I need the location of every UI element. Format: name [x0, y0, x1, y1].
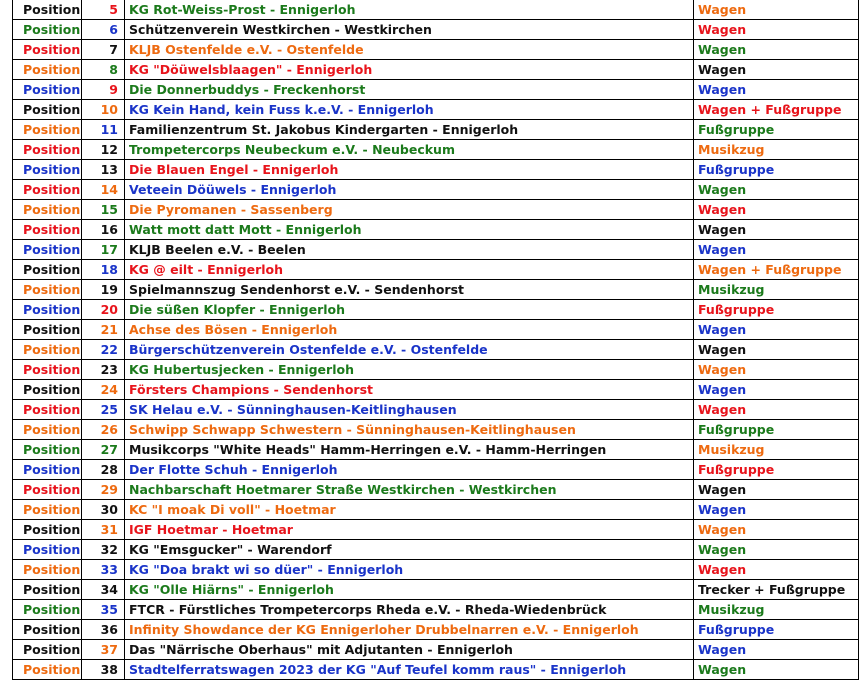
position-label: Position — [13, 320, 82, 340]
position-number: 6 — [82, 20, 125, 40]
table-row — [13, 560, 859, 580]
position-label: Position — [13, 440, 82, 460]
table-row — [13, 40, 859, 60]
participant-type: Wagen — [694, 0, 859, 20]
position-number: 24 — [82, 380, 125, 400]
position-number: 7 — [82, 40, 125, 60]
table-row — [13, 80, 859, 100]
position-label: Position — [13, 400, 82, 420]
table-row — [13, 520, 859, 540]
participant-name: KG "Emsgucker" - Warendorf — [125, 540, 694, 560]
participant-type: Wagen — [694, 20, 859, 40]
position-label: Position — [13, 620, 82, 640]
participant-type: Wagen — [694, 200, 859, 220]
table-row — [13, 220, 859, 240]
participant-name: KLJB Ostenfelde e.V. - Ostenfelde — [125, 40, 694, 60]
participant-name: Der Flotte Schuh - Ennigerloh — [125, 460, 694, 480]
position-number: 27 — [82, 440, 125, 460]
position-label: Position — [13, 160, 82, 180]
participant-name: Die Pyromanen - Sassenberg — [125, 200, 694, 220]
participant-name: IGF Hoetmar - Hoetmar — [125, 520, 694, 540]
table-row — [13, 480, 859, 500]
participant-type: Fußgruppe — [694, 620, 859, 640]
position-number: 10 — [82, 100, 125, 120]
table-row — [13, 280, 859, 300]
position-label: Position — [13, 600, 82, 620]
table-row — [13, 320, 859, 340]
position-label: Position — [13, 360, 82, 380]
position-number: 29 — [82, 480, 125, 500]
position-number: 26 — [82, 420, 125, 440]
participant-name: SK Helau e.V. - Sünninghausen-Keitlinghausen — [125, 400, 694, 420]
participant-name: KG Rot-Weiss-Prost - Ennigerloh — [125, 0, 694, 20]
table-row — [13, 440, 859, 460]
table-row — [13, 500, 859, 520]
position-number: 36 — [82, 620, 125, 640]
table-row — [13, 260, 859, 280]
position-number: 9 — [82, 80, 125, 100]
position-label: Position — [13, 460, 82, 480]
participant-name: Nachbarschaft Hoetmarer Straße Westkirchen - Westkirchen — [125, 480, 694, 500]
participant-type: Wagen — [694, 180, 859, 200]
participant-type: Wagen — [694, 240, 859, 260]
position-label: Position — [13, 120, 82, 140]
position-label: Position — [13, 480, 82, 500]
position-label: Position — [13, 280, 82, 300]
participant-name: Stadtelferratswagen 2023 der KG "Auf Teufel komm raus" - Ennigerloh — [125, 660, 694, 680]
table-row — [13, 20, 859, 40]
position-number: 31 — [82, 520, 125, 540]
position-label: Position — [13, 0, 82, 20]
position-number: 38 — [82, 660, 125, 680]
position-number: 12 — [82, 140, 125, 160]
position-number: 15 — [82, 200, 125, 220]
position-number: 35 — [82, 600, 125, 620]
table-row — [13, 460, 859, 480]
position-number: 14 — [82, 180, 125, 200]
participant-name: Achse des Bösen - Ennigerloh — [125, 320, 694, 340]
table-row — [13, 340, 859, 360]
position-label: Position — [13, 500, 82, 520]
participant-name: KG "Olle Hiärns" - Ennigerloh — [125, 580, 694, 600]
participant-type: Musikzug — [694, 440, 859, 460]
table-row — [13, 380, 859, 400]
position-number: 34 — [82, 580, 125, 600]
position-label: Position — [13, 260, 82, 280]
position-number: 16 — [82, 220, 125, 240]
table-row — [13, 240, 859, 260]
table-row — [13, 100, 859, 120]
participant-name: Die süßen Klopfer - Ennigerloh — [125, 300, 694, 320]
position-label: Position — [13, 200, 82, 220]
participant-type: Wagen — [694, 400, 859, 420]
participant-type: Wagen — [694, 560, 859, 580]
table-row — [13, 360, 859, 380]
position-number: 25 — [82, 400, 125, 420]
table-row — [13, 120, 859, 140]
participant-name: Die Blauen Engel - Ennigerloh — [125, 160, 694, 180]
table-row — [13, 60, 859, 80]
table-row — [13, 620, 859, 640]
position-number: 37 — [82, 640, 125, 660]
position-label: Position — [13, 180, 82, 200]
table-row — [13, 160, 859, 180]
participant-type: Wagen — [694, 480, 859, 500]
participant-type: Fußgruppe — [694, 460, 859, 480]
participant-type: Musikzug — [694, 280, 859, 300]
position-number: 17 — [82, 240, 125, 260]
parade-order-body — [13, 0, 859, 680]
participant-type: Wagen — [694, 640, 859, 660]
participant-name: KG "Doa brakt wi so düer" - Ennigerloh — [125, 560, 694, 580]
participant-type: Wagen + Fußgruppe — [694, 260, 859, 280]
participant-type: Fußgruppe — [694, 160, 859, 180]
participant-type: Trecker + Fußgruppe — [694, 580, 859, 600]
position-label: Position — [13, 80, 82, 100]
participant-type: Fußgruppe — [694, 420, 859, 440]
participant-type: Fußgruppe — [694, 120, 859, 140]
position-label: Position — [13, 240, 82, 260]
position-label: Position — [13, 560, 82, 580]
table-row — [13, 140, 859, 160]
participant-type: Wagen — [694, 360, 859, 380]
position-label: Position — [13, 660, 82, 680]
participant-type: Wagen — [694, 380, 859, 400]
participant-type: Fußgruppe — [694, 300, 859, 320]
table-row — [13, 640, 859, 660]
participant-name: Die Donnerbuddys - Freckenhorst — [125, 80, 694, 100]
position-number: 22 — [82, 340, 125, 360]
participant-type: Wagen — [694, 500, 859, 520]
table-row — [13, 300, 859, 320]
participant-name: Musikcorps "White Heads" Hamm-Herringen e.V. - Hamm-Herringen — [125, 440, 694, 460]
participant-type: Wagen — [694, 220, 859, 240]
position-number: 19 — [82, 280, 125, 300]
position-number: 21 — [82, 320, 125, 340]
participant-type: Wagen — [694, 40, 859, 60]
participant-type: Wagen — [694, 80, 859, 100]
participant-name: KG "Döüwelsblaagen" - Ennigerloh — [125, 60, 694, 80]
participant-type: Wagen — [694, 60, 859, 80]
participant-name: KG Kein Hand, kein Fuss k.e.V. - Ennigerloh — [125, 100, 694, 120]
position-label: Position — [13, 640, 82, 660]
position-label: Position — [13, 420, 82, 440]
parade-order-table — [12, 0, 859, 680]
position-number: 30 — [82, 500, 125, 520]
participant-type: Wagen — [694, 340, 859, 360]
participant-type: Wagen — [694, 540, 859, 560]
participant-type: Musikzug — [694, 600, 859, 620]
position-number: 32 — [82, 540, 125, 560]
position-number: 23 — [82, 360, 125, 380]
table-row — [13, 600, 859, 620]
participant-name: Schützenverein Westkirchen - Westkirchen — [125, 20, 694, 40]
position-label: Position — [13, 300, 82, 320]
position-number: 28 — [82, 460, 125, 480]
position-number: 18 — [82, 260, 125, 280]
table-row — [13, 580, 859, 600]
position-label: Position — [13, 60, 82, 80]
position-label: Position — [13, 540, 82, 560]
participant-name: Försters Champions - Sendenhorst — [125, 380, 694, 400]
table-row — [13, 200, 859, 220]
position-number: 33 — [82, 560, 125, 580]
participant-name: Bürgerschützenverein Ostenfelde e.V. - Ostenfelde — [125, 340, 694, 360]
position-label: Position — [13, 520, 82, 540]
table-row — [13, 400, 859, 420]
participant-type: Wagen — [694, 520, 859, 540]
position-label: Position — [13, 340, 82, 360]
table-row — [13, 180, 859, 200]
participant-type: Wagen — [694, 660, 859, 680]
participant-name: Spielmannszug Sendenhorst e.V. - Sendenhorst — [125, 280, 694, 300]
table-row — [13, 0, 859, 20]
table-row — [13, 420, 859, 440]
position-label: Position — [13, 580, 82, 600]
participant-name: Das "Närrische Oberhaus" mit Adjutanten - Ennigerloh — [125, 640, 694, 660]
position-label: Position — [13, 220, 82, 240]
position-label: Position — [13, 380, 82, 400]
participant-name: KG @ eilt - Ennigerloh — [125, 260, 694, 280]
participant-name: Schwipp Schwapp Schwestern - Sünninghausen-Keitlinghausen — [125, 420, 694, 440]
position-label: Position — [13, 140, 82, 160]
position-label: Position — [13, 100, 82, 120]
position-number: 5 — [82, 0, 125, 20]
position-number: 20 — [82, 300, 125, 320]
participant-name: Watt mott datt Mott - Ennigerloh — [125, 220, 694, 240]
table-row — [13, 540, 859, 560]
participant-name: KLJB Beelen e.V. - Beelen — [125, 240, 694, 260]
participant-type: Wagen + Fußgruppe — [694, 100, 859, 120]
participant-name: Veteein Döüwels - Ennigerloh — [125, 180, 694, 200]
participant-name: KG Hubertusjecken - Ennigerloh — [125, 360, 694, 380]
participant-name: Infinity Showdance der KG Ennigerloher Drubbelnarren e.V. - Ennigerloh — [125, 620, 694, 640]
participant-name: Familienzentrum St. Jakobus Kindergarten - Ennigerloh — [125, 120, 694, 140]
participant-type: Wagen — [694, 320, 859, 340]
position-label: Position — [13, 40, 82, 60]
position-number: 8 — [82, 60, 125, 80]
position-number: 11 — [82, 120, 125, 140]
position-label: Position — [13, 20, 82, 40]
participant-name: KC "I moak Di voll" - Hoetmar — [125, 500, 694, 520]
table-row — [13, 660, 859, 680]
participant-type: Musikzug — [694, 140, 859, 160]
position-number: 13 — [82, 160, 125, 180]
participant-name: FTCR - Fürstliches Trompetercorps Rheda e.V. - Rheda-Wiedenbrück — [125, 600, 694, 620]
participant-name: Trompetercorps Neubeckum e.V. - Neubeckum — [125, 140, 694, 160]
